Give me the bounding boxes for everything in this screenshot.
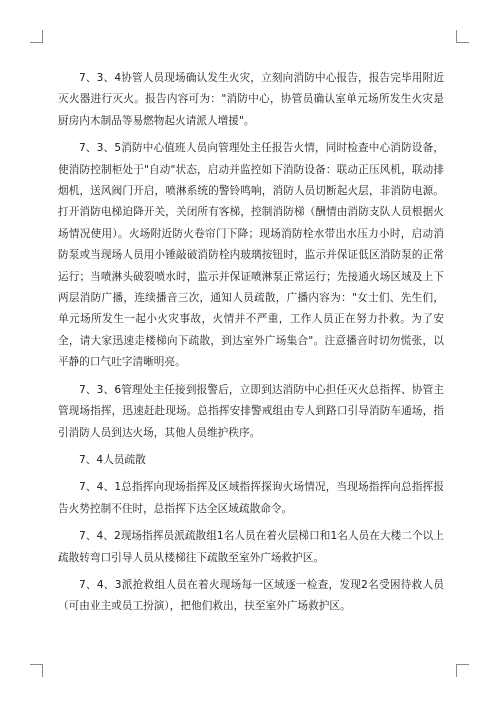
crop-mark-top-right (456, 30, 469, 43)
document-body (58, 68, 444, 618)
crop-mark-bottom-right (456, 664, 469, 677)
crop-mark-top-left (30, 30, 43, 43)
paragraph-7-3-6: 7、3、6管理处主任接到报警后，立即到达消防中心担任灭火总指挥、协管主管现场指挥，迅速赶赴现场。总指挥安排警戒组由专人到路口引导消防车通场，指引消防人员到达火场，其他人员维护秩序。 (58, 383, 444, 439)
paragraph-7-4-1: 7、4、1总指挥向现场指挥及区域指挥探询火场情况，当现场指挥向总指挥报告火势控制不住时，总指挥下达全区域疏散命令。 (58, 481, 444, 515)
crop-mark-bottom-left (30, 664, 43, 677)
section-heading-7-4: 7、4人员疏散 (79, 453, 146, 466)
paragraph-7-4-3: 7、4、3派抢救组人员在着火现场每一区域逐一检查，发现2名受困待救人员（可由业主或员工扮演），把他们救出，扶至室外广场救护区。 (58, 578, 444, 613)
paragraph-7-3-5: 7、3、5消防中心值班人员向管理处主任报告火情，同时检查中心消防设备，使消防控制柜处于"自动"状态，启动并监控如下消防设备：联动正压风机，联动排烟机，送风阀门开启，喷淋系统的警铃鸣响，消防人员切断起火层，非消防电源。打开消防电梯迫降开关，关闭所有客梯，控制消防梯（酬情由消防支队人员根据火场情况使用）。火场附近防火卷帘门下降；现场消防栓水带出水压力小时，启动消防泵或当现场人员用小锤敲破消防栓内玻璃按钮时，监示并保证低区消防泵的正常运行；当喷淋头破裂喷水时，监示并保证喷淋泵正常运行；先接通火场区域及上下两层消防广播，连续播音三次，通知人员疏散，广播内容为："女士们、先生们，单元场所发生一起小火灾事故，火情并不严重，工作人员正在努力扑救。为了安全，请大家迅速走楼梯向下疏散，到达室外广场集合"。注意播音时切勿慌张，以平静的口气吐字清晰明亮。 (58, 142, 444, 369)
paragraph-7-3-4: 7、3、4协管人员现场确认发生火灾，立刻向消防中心报告，报告完毕用附近灭火器进行灭火。报告内容可为："消防中心，协管员确认室单元场所发生火灾是厨房内木制品等易燃物起火请派人增援"。 (58, 72, 444, 127)
paragraph-7-4-2: 7、4、2现场指挥员派疏散组1名人员在着火层梯口和1名人员在大楼二个以上疏散转弯口引导人员从楼梯往下疏散至室外广场救护区。 (58, 530, 444, 564)
